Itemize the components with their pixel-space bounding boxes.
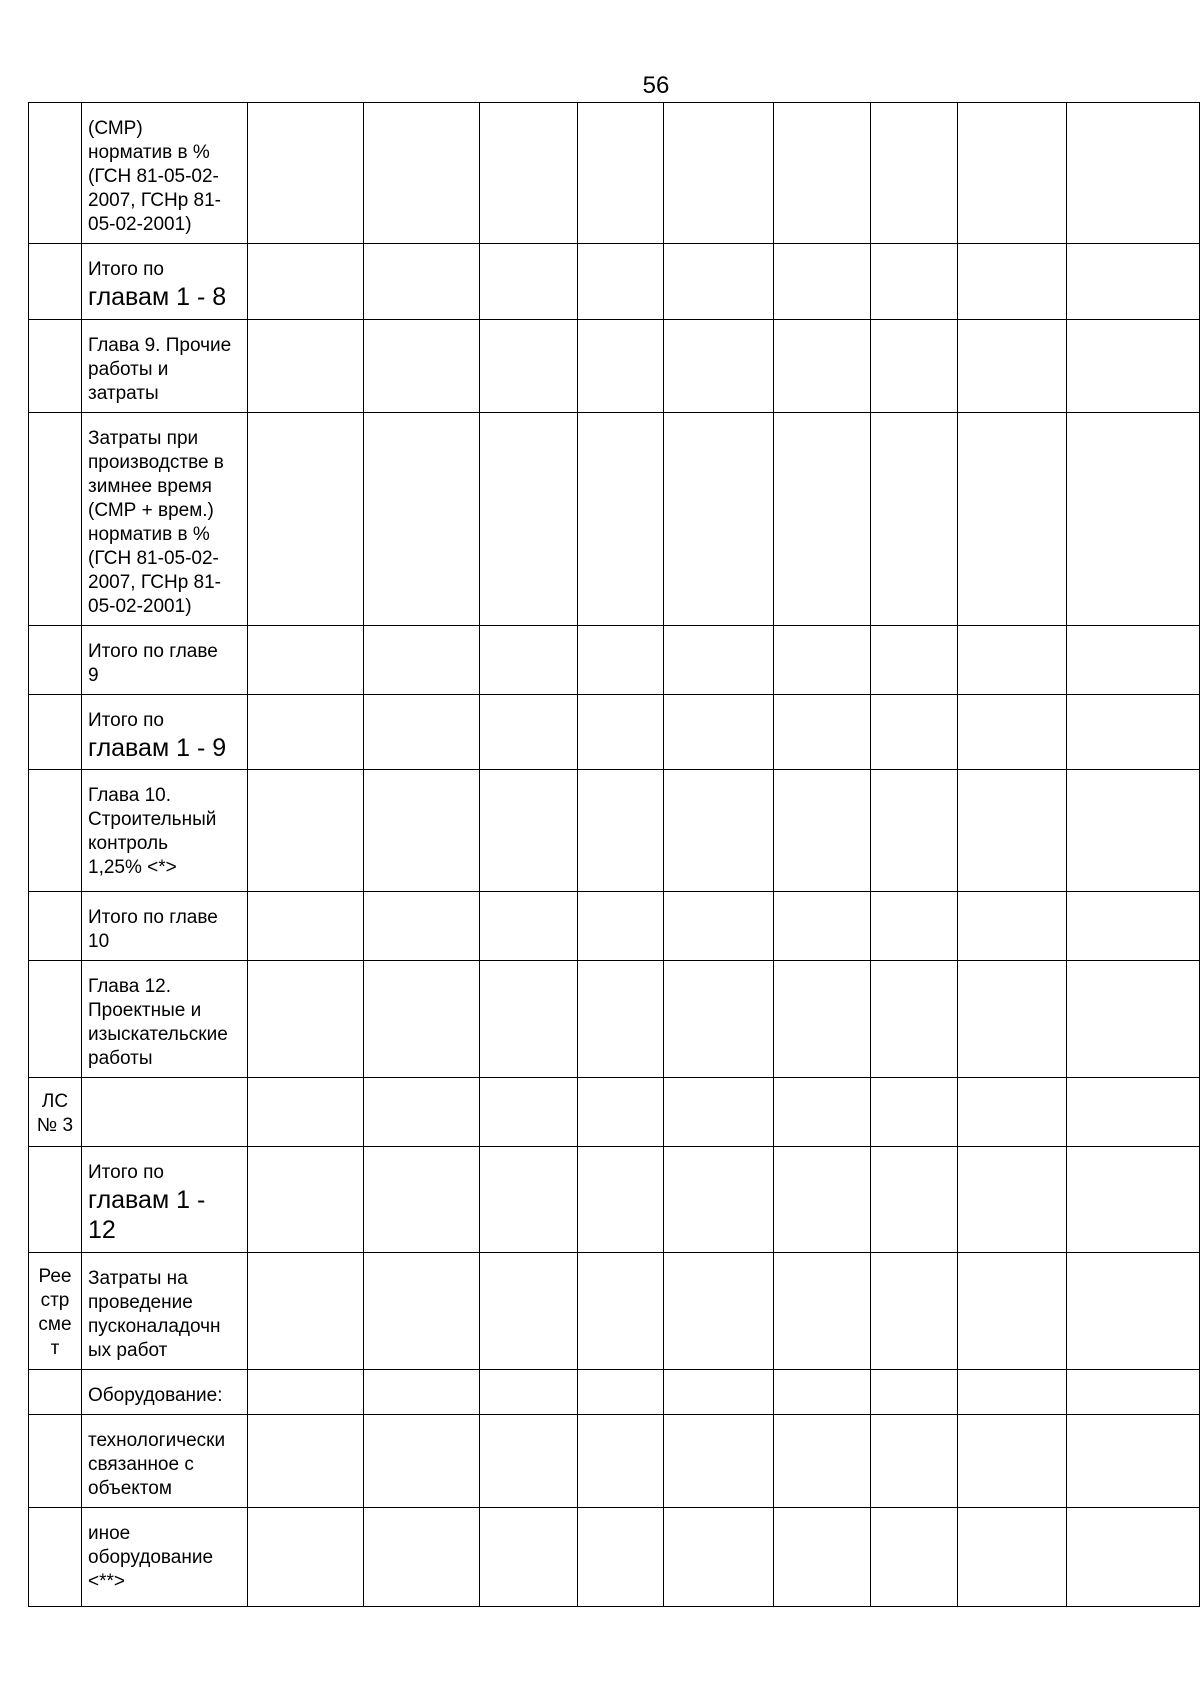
row-reference-cell	[29, 1508, 82, 1607]
table-row	[29, 1253, 1200, 1370]
row-description-cell	[82, 1508, 248, 1607]
row-description-cell	[82, 244, 248, 320]
description-line: Итого по главе	[88, 907, 218, 928]
description-line: (ГСН 81-05-02-	[88, 166, 219, 187]
row-description-cell	[82, 1415, 248, 1508]
description-line: иное	[88, 1523, 131, 1544]
value-cell	[871, 770, 958, 892]
value-cell	[871, 1253, 958, 1370]
value-cell	[578, 244, 664, 320]
value-cell	[958, 1370, 1067, 1415]
description-line: Оборудование:	[88, 1385, 223, 1406]
value-cell	[480, 1415, 578, 1508]
value-cell	[664, 770, 774, 892]
description-line: Строительный	[88, 809, 217, 830]
description-line: норматив в %	[88, 142, 210, 163]
row-description-cell	[82, 1078, 248, 1147]
value-cell	[480, 695, 578, 770]
value-cell	[958, 1253, 1067, 1370]
row-reference-cell	[29, 770, 82, 892]
description-line: изыскательские	[88, 1024, 228, 1045]
value-cell	[364, 1147, 480, 1253]
value-cell	[1067, 770, 1200, 892]
value-cell	[871, 1147, 958, 1253]
value-cell	[364, 413, 480, 626]
value-cell	[1067, 626, 1200, 695]
value-cell	[364, 1370, 480, 1415]
description-line: Проектные и	[88, 1000, 202, 1021]
value-cell	[480, 892, 578, 961]
value-cell	[871, 1508, 958, 1607]
description-line: 2007, ГСНр 81-	[88, 572, 222, 593]
value-cell	[480, 1253, 578, 1370]
value-cell	[1067, 892, 1200, 961]
value-cell	[1067, 695, 1200, 770]
value-cell	[248, 961, 364, 1078]
value-cell	[871, 244, 958, 320]
description-line: Итого по главе	[88, 641, 218, 662]
value-cell	[664, 961, 774, 1078]
table-row	[29, 1078, 1200, 1147]
row-description-cell	[82, 961, 248, 1078]
value-cell	[248, 1508, 364, 1607]
value-cell	[578, 1078, 664, 1147]
value-cell	[480, 1370, 578, 1415]
description-line: контроль	[88, 833, 168, 854]
value-cell	[871, 103, 958, 244]
table-row	[29, 1415, 1200, 1508]
table-body	[29, 103, 1200, 1607]
value-cell	[1067, 1078, 1200, 1147]
row-reference-cell: ЛС № 3	[29, 1078, 82, 1147]
value-cell	[480, 770, 578, 892]
description-line: технологически	[88, 1430, 226, 1451]
description-line: связанное с	[88, 1454, 194, 1475]
value-cell	[1067, 1508, 1200, 1607]
value-cell	[774, 320, 871, 413]
value-cell	[774, 770, 871, 892]
table-row	[29, 413, 1200, 626]
row-reference-cell: Рее стр сме т	[29, 1253, 82, 1370]
description-line: (СМР + врем.)	[88, 500, 214, 521]
value-cell	[664, 244, 774, 320]
value-cell	[364, 770, 480, 892]
value-cell	[774, 103, 871, 244]
value-cell	[480, 1508, 578, 1607]
value-cell	[578, 1253, 664, 1370]
table-row	[29, 892, 1200, 961]
value-cell	[1067, 320, 1200, 413]
description-line: 05-02-2001)	[88, 214, 192, 235]
value-cell	[774, 244, 871, 320]
description-chapters-range: главам 1 - 8	[88, 283, 227, 311]
description-line: <**>	[88, 1571, 125, 1592]
value-cell	[578, 961, 664, 1078]
value-cell	[774, 961, 871, 1078]
value-cell	[664, 626, 774, 695]
value-cell	[248, 892, 364, 961]
value-cell	[364, 244, 480, 320]
value-cell	[248, 1370, 364, 1415]
table-row	[29, 961, 1200, 1078]
value-cell	[774, 413, 871, 626]
value-cell	[578, 1370, 664, 1415]
description-line: оборудование	[88, 1547, 214, 1568]
value-cell	[480, 244, 578, 320]
value-cell	[958, 1078, 1067, 1147]
value-cell	[364, 1078, 480, 1147]
value-cell	[664, 1370, 774, 1415]
value-cell	[871, 1415, 958, 1508]
value-cell	[578, 1508, 664, 1607]
value-cell	[1067, 103, 1200, 244]
value-cell	[664, 892, 774, 961]
description-line: Итого по	[88, 1162, 164, 1183]
value-cell	[958, 1415, 1067, 1508]
description-line: 05-02-2001)	[88, 596, 192, 617]
value-cell	[871, 413, 958, 626]
row-description-cell	[82, 1253, 248, 1370]
table-row	[29, 1508, 1200, 1607]
estimate-table	[28, 102, 1200, 1607]
value-cell	[480, 1078, 578, 1147]
value-cell	[248, 1253, 364, 1370]
description-line: норматив в %	[88, 524, 210, 545]
value-cell	[958, 413, 1067, 626]
row-reference-cell	[29, 320, 82, 413]
row-reference-cell	[29, 1415, 82, 1508]
value-cell	[248, 1415, 364, 1508]
value-cell	[480, 961, 578, 1078]
value-cell	[1067, 1253, 1200, 1370]
value-cell	[364, 695, 480, 770]
value-cell	[480, 1147, 578, 1253]
description-line: работы	[88, 1048, 153, 1069]
value-cell	[1067, 1147, 1200, 1253]
description-chapters-range: главам 1 - 12	[88, 1186, 206, 1244]
row-description-cell	[82, 695, 248, 770]
description-line: Глава 10.	[88, 785, 172, 806]
description-chapters-range: главам 1 - 9	[88, 734, 227, 762]
row-reference-cell	[29, 626, 82, 695]
value-cell	[958, 1147, 1067, 1253]
value-cell	[871, 626, 958, 695]
table-row	[29, 103, 1200, 244]
value-cell	[248, 103, 364, 244]
value-cell	[248, 413, 364, 626]
description-line: пусконаладочн	[88, 1316, 221, 1337]
value-cell	[578, 1147, 664, 1253]
row-description-cell	[82, 103, 248, 244]
value-cell	[871, 1370, 958, 1415]
value-cell	[364, 103, 480, 244]
value-cell	[958, 1508, 1067, 1607]
value-cell	[871, 961, 958, 1078]
description-line: ых работ	[88, 1340, 168, 1361]
row-description-cell	[82, 1370, 248, 1415]
description-line: Затраты при	[88, 428, 199, 449]
row-reference-cell	[29, 695, 82, 770]
value-cell	[248, 770, 364, 892]
value-cell	[958, 244, 1067, 320]
value-cell	[774, 626, 871, 695]
description-line: (ГСН 81-05-02-	[88, 548, 219, 569]
value-cell	[480, 103, 578, 244]
value-cell	[871, 695, 958, 770]
value-cell	[664, 1147, 774, 1253]
value-cell	[774, 1078, 871, 1147]
row-reference-cell	[29, 892, 82, 961]
description-line: Итого по	[88, 259, 164, 280]
row-description-cell	[82, 626, 248, 695]
description-line: Глава 9. Прочие	[88, 335, 232, 356]
description-line: производстве в	[88, 452, 224, 473]
value-cell	[774, 695, 871, 770]
value-cell	[958, 695, 1067, 770]
row-reference-cell	[29, 244, 82, 320]
table-row	[29, 770, 1200, 892]
value-cell	[248, 244, 364, 320]
value-cell	[774, 1508, 871, 1607]
value-cell	[664, 1415, 774, 1508]
table-row	[29, 695, 1200, 770]
value-cell	[774, 1415, 871, 1508]
row-description-cell	[82, 320, 248, 413]
description-line: 10	[88, 931, 110, 952]
value-cell	[480, 413, 578, 626]
value-cell	[958, 103, 1067, 244]
value-cell	[578, 1415, 664, 1508]
description-line: Итого по	[88, 710, 164, 731]
value-cell	[1067, 413, 1200, 626]
value-cell	[480, 626, 578, 695]
row-reference-cell	[29, 103, 82, 244]
description-line: 1,25% <*>	[88, 857, 177, 878]
value-cell	[774, 1253, 871, 1370]
value-cell	[871, 892, 958, 961]
value-cell	[664, 320, 774, 413]
value-cell	[958, 626, 1067, 695]
value-cell	[1067, 961, 1200, 1078]
value-cell	[578, 626, 664, 695]
value-cell	[364, 1415, 480, 1508]
description-line: зимнее время	[88, 476, 212, 497]
value-cell	[871, 1078, 958, 1147]
value-cell	[774, 1370, 871, 1415]
value-cell	[578, 770, 664, 892]
value-cell	[1067, 244, 1200, 320]
description-line: 2007, ГСНр 81-	[88, 190, 222, 211]
value-cell	[958, 892, 1067, 961]
value-cell	[364, 626, 480, 695]
description-line: (СМР)	[88, 118, 143, 139]
value-cell	[774, 892, 871, 961]
value-cell	[774, 1147, 871, 1253]
row-reference-cell	[29, 1147, 82, 1253]
value-cell	[664, 103, 774, 244]
value-cell	[364, 892, 480, 961]
value-cell	[664, 1078, 774, 1147]
row-description-cell	[82, 1147, 248, 1253]
value-cell	[480, 320, 578, 413]
table-row	[29, 1370, 1200, 1415]
value-cell	[871, 320, 958, 413]
value-cell	[578, 413, 664, 626]
value-cell	[1067, 1370, 1200, 1415]
value-cell	[958, 961, 1067, 1078]
row-description-cell	[82, 770, 248, 892]
value-cell	[1067, 1415, 1200, 1508]
value-cell	[664, 1508, 774, 1607]
description-line: проведение	[88, 1292, 193, 1313]
value-cell	[248, 626, 364, 695]
table-row	[29, 244, 1200, 320]
value-cell	[248, 1078, 364, 1147]
row-description-cell	[82, 413, 248, 626]
value-cell	[664, 1253, 774, 1370]
row-reference-cell	[29, 1370, 82, 1415]
table-row	[29, 320, 1200, 413]
value-cell	[958, 320, 1067, 413]
value-cell	[248, 1147, 364, 1253]
value-cell	[958, 770, 1067, 892]
value-cell	[578, 103, 664, 244]
value-cell	[364, 1508, 480, 1607]
description-line: Глава 12.	[88, 976, 172, 997]
value-cell	[364, 961, 480, 1078]
value-cell	[664, 413, 774, 626]
value-cell	[364, 1253, 480, 1370]
value-cell	[578, 320, 664, 413]
row-reference-cell	[29, 413, 82, 626]
table-row	[29, 626, 1200, 695]
description-line: объектом	[88, 1478, 172, 1499]
value-cell	[578, 892, 664, 961]
value-cell	[664, 695, 774, 770]
row-reference-cell	[29, 961, 82, 1078]
description-line: Затраты на	[88, 1268, 188, 1289]
description-line: затраты	[88, 383, 159, 404]
description-line: 9	[88, 665, 99, 686]
value-cell	[248, 695, 364, 770]
page-number: 56	[642, 72, 670, 99]
value-cell	[364, 320, 480, 413]
description-line: работы и	[88, 359, 169, 380]
value-cell	[248, 320, 364, 413]
row-description-cell	[82, 892, 248, 961]
value-cell	[578, 695, 664, 770]
table-row	[29, 1147, 1200, 1253]
